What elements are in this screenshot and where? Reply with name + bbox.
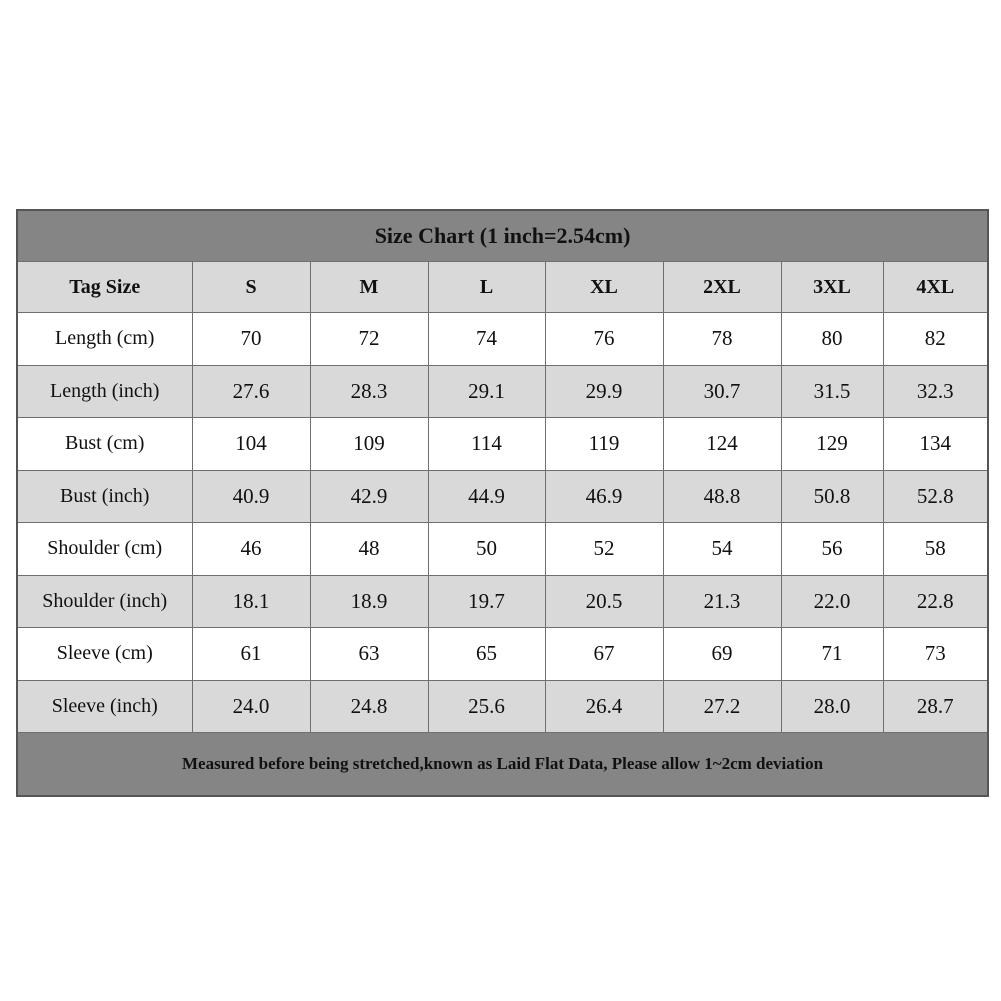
table-cell: 18.1: [192, 575, 310, 628]
table-cell: 22.8: [883, 575, 988, 628]
table-cell: 28.3: [310, 365, 428, 418]
table-row: [17, 575, 988, 628]
table-cell: 48.8: [663, 470, 781, 523]
table-cell: 71: [781, 628, 883, 681]
table-cell: 21.3: [663, 575, 781, 628]
table-row: [17, 680, 988, 733]
table-cell: 18.9: [310, 575, 428, 628]
table-cell: 44.9: [428, 470, 545, 523]
table-cell: 24.8: [310, 680, 428, 733]
chart-title: Size Chart (1 inch=2.54cm): [17, 210, 988, 262]
header-cell-xl: XL: [545, 262, 663, 313]
row-label: Sleeve (cm): [17, 628, 192, 681]
table-cell: 22.0: [781, 575, 883, 628]
table-cell: 24.0: [192, 680, 310, 733]
row-label: Shoulder (cm): [17, 523, 192, 576]
header-cell-4xl: 4XL: [883, 262, 988, 313]
header-cell-m: M: [310, 262, 428, 313]
table-cell: 46.9: [545, 470, 663, 523]
header-cell-tag-size: Tag Size: [17, 262, 192, 313]
table-cell: 28.0: [781, 680, 883, 733]
table-row: [17, 365, 988, 418]
table-cell: 50.8: [781, 470, 883, 523]
table-cell: 25.6: [428, 680, 545, 733]
row-label: Bust (inch): [17, 470, 192, 523]
footer-row: [17, 733, 988, 797]
header-row: [17, 262, 988, 313]
table-cell: 78: [663, 313, 781, 366]
row-label: Sleeve (inch): [17, 680, 192, 733]
table-cell: 114: [428, 418, 545, 471]
table-cell: 69: [663, 628, 781, 681]
table-cell: 27.2: [663, 680, 781, 733]
table-row: [17, 418, 988, 471]
table-cell: 52: [545, 523, 663, 576]
table-cell: 50: [428, 523, 545, 576]
size-chart-table: [16, 209, 989, 797]
table-cell: 73: [883, 628, 988, 681]
table-cell: 80: [781, 313, 883, 366]
table-cell: 58: [883, 523, 988, 576]
table-cell: 109: [310, 418, 428, 471]
table-cell: 104: [192, 418, 310, 471]
header-cell-s: S: [192, 262, 310, 313]
table-cell: 74: [428, 313, 545, 366]
table-cell: 29.9: [545, 365, 663, 418]
footer-note: Measured before being stretched,known as Laid Flat Data, Please allow 1~2cm deviation: [17, 733, 988, 797]
row-label: Bust (cm): [17, 418, 192, 471]
table-cell: 70: [192, 313, 310, 366]
table-cell: 27.6: [192, 365, 310, 418]
table-row: [17, 628, 988, 681]
table-cell: 63: [310, 628, 428, 681]
table-cell: 19.7: [428, 575, 545, 628]
table-cell: 124: [663, 418, 781, 471]
table-row: [17, 313, 988, 366]
table-cell: 129: [781, 418, 883, 471]
table-cell: 31.5: [781, 365, 883, 418]
table-cell: 20.5: [545, 575, 663, 628]
table-cell: 134: [883, 418, 988, 471]
table-cell: 28.7: [883, 680, 988, 733]
table-cell: 65: [428, 628, 545, 681]
table-cell: 67: [545, 628, 663, 681]
table-cell: 82: [883, 313, 988, 366]
table-cell: 30.7: [663, 365, 781, 418]
table-cell: 29.1: [428, 365, 545, 418]
table-cell: 46: [192, 523, 310, 576]
row-label: Length (cm): [17, 313, 192, 366]
header-cell-3xl: 3XL: [781, 262, 883, 313]
row-label: Shoulder (inch): [17, 575, 192, 628]
table-cell: 48: [310, 523, 428, 576]
table-cell: 76: [545, 313, 663, 366]
table-cell: 56: [781, 523, 883, 576]
row-label: Length (inch): [17, 365, 192, 418]
title-row: [17, 210, 988, 262]
table-row: [17, 523, 988, 576]
table-cell: 52.8: [883, 470, 988, 523]
table-cell: 26.4: [545, 680, 663, 733]
table-cell: 40.9: [192, 470, 310, 523]
table-cell: 119: [545, 418, 663, 471]
table-row: [17, 470, 988, 523]
header-cell-l: L: [428, 262, 545, 313]
header-cell-2xl: 2XL: [663, 262, 781, 313]
table-cell: 32.3: [883, 365, 988, 418]
table-cell: 54: [663, 523, 781, 576]
table-cell: 61: [192, 628, 310, 681]
table-cell: 42.9: [310, 470, 428, 523]
table-cell: 72: [310, 313, 428, 366]
